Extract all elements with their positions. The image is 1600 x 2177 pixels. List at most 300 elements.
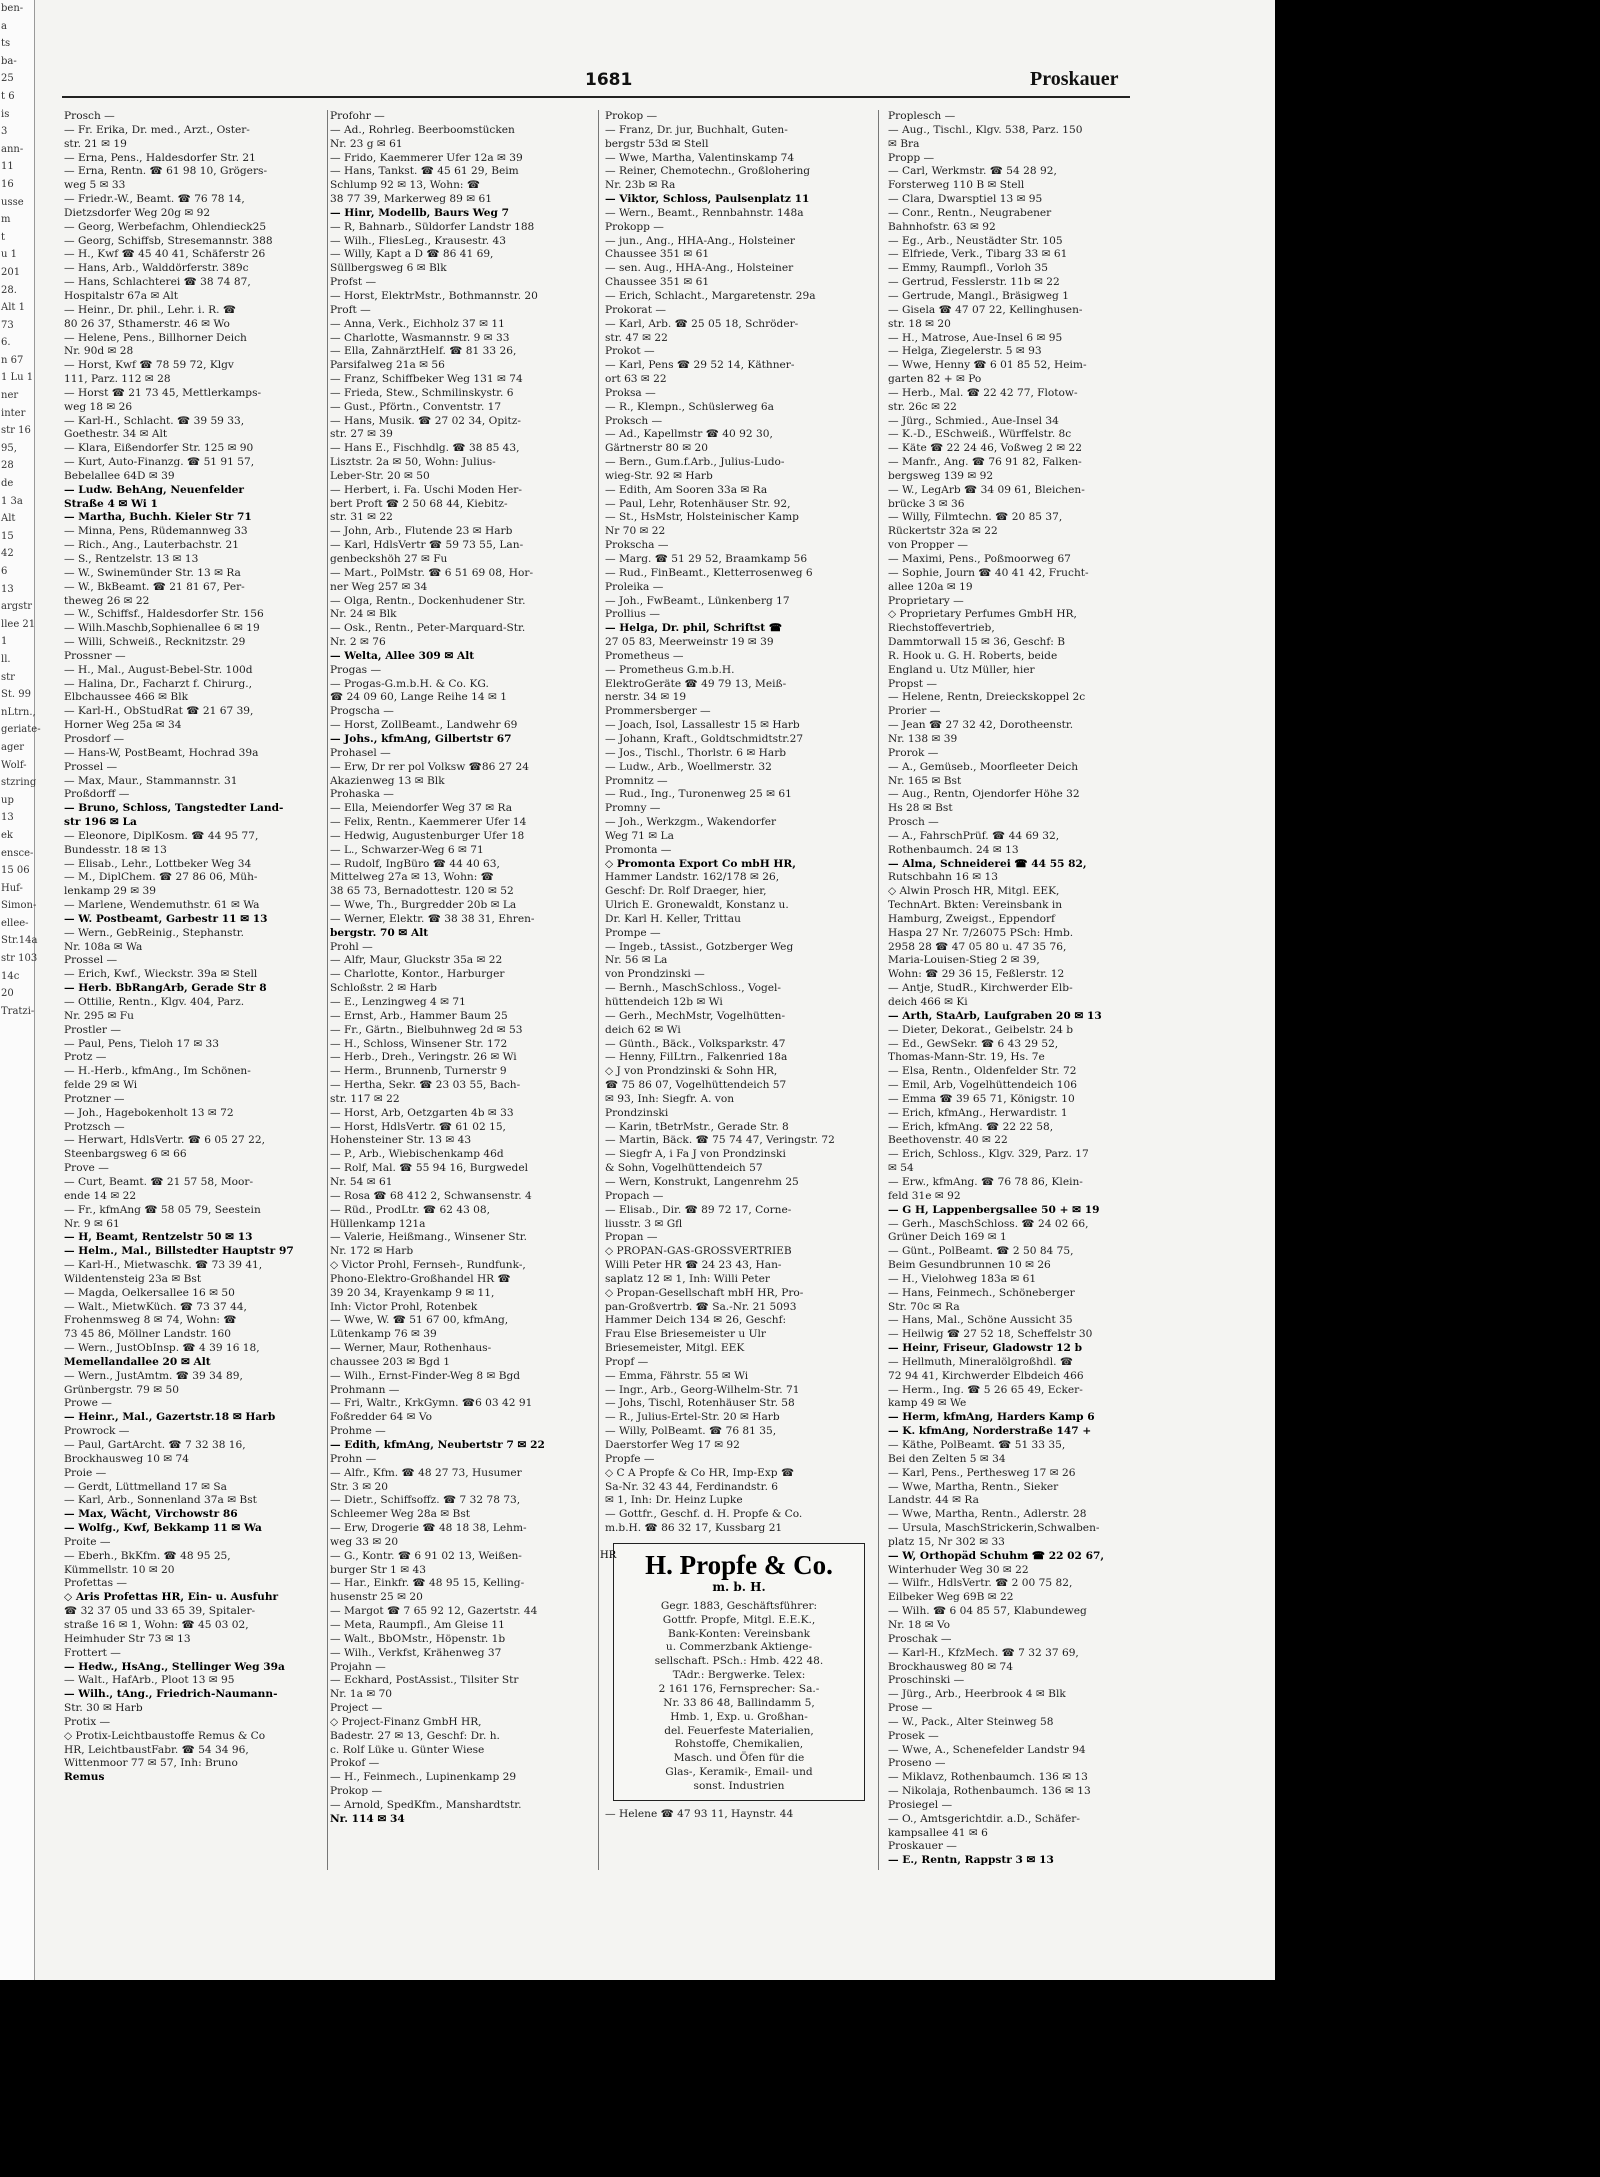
directory-entry-line: Rothenbaumch. 24 ✉ 13 [888,843,1019,856]
directory-entry-line: — Karin, tBetrMstr., Gerade Str. 8 [605,1120,789,1133]
directory-entry-line: — Wern., GebReinig., Stephanstr. [64,926,244,939]
directory-entry-line: Forsterweg 110 B ✉ Stell [888,179,1025,192]
directory-entry-line: Horner Weg 25a ✉ 34 [64,719,182,732]
directory-entry-line: — Erw., kfmAng. ☎ 76 78 86, Klein- [888,1175,1083,1188]
directory-entry-line: — Käthe, PolBeamt. ☎ 51 33 35, [888,1439,1066,1451]
directory-entry-line: — Karl, Arb., Sonnenland 37a ✉ Bst [64,1494,257,1507]
directory-entry-line: Süllbergsweg 6 ✉ Blk [330,262,447,275]
directory-entry-line: hüttendeich 12b ✉ Wi [605,996,723,1008]
directory-entry-line: Schlump 92 ✉ 13, Wohn: ☎ [330,179,481,192]
directory-entry-line: bergstr 53d ✉ Stell [605,137,709,150]
advertisement-box [600,1543,865,1801]
directory-entry-line: — Wilh., Ernst-Finder-Weg 8 ✉ Bgd [330,1369,521,1382]
directory-entry-line: Parsifalweg 21a ✉ 56 [330,359,445,372]
directory-entry-line: Hs 28 ✉ Bst [888,802,953,815]
directory-entry-line: — Herm., Brunnenb, Turnerstr 9 [330,1065,507,1078]
strip-fragment: de [1,478,14,490]
directory-entry-line: — H.-Herb., kfmAng., Im Schönen- [64,1065,251,1078]
directory-entry-line: Elbchaussee 466 ✉ Blk [64,691,189,704]
directory-entry-line: — Erna, Pens., Haldesdorfer Str. 21 [64,151,256,164]
directory-entry-line: — Aug., Rentn, Ojendorfer Höhe 32 [888,788,1080,801]
directory-entry-line: Prosch — [64,110,115,122]
directory-entry-line: — Hans, Schlachterei ☎ 38 74 87, [64,276,251,289]
directory-entry-line: — W., BkBeamt. ☎ 21 81 67, Per- [64,580,245,593]
directory-entry-line: — Edith, Am Sooren 33a ✉ Ra [605,483,768,496]
advertisement-line: Masch. und Öfen für die [673,1752,805,1765]
directory-entry-line: — R, Bahnarb., Süldorfer Landstr 188 [330,220,535,233]
advertisement-line: Rohstoffe, Chemikalien, [674,1738,804,1751]
strip-fragment: usse [1,196,24,208]
directory-entry-line: — W. Postbeamt, Garbestr 11 ✉ 13 [64,912,268,925]
directory-entry-line: lenkamp 29 ✉ 39 [64,885,156,898]
directory-entry-line: — Emma ☎ 39 65 71, Königstr. 10 [888,1092,1075,1105]
directory-entry-line: Proksa — [605,386,656,399]
directory-entry-line: Prohaska — [330,788,394,801]
directory-entry-line: — Halina, Dr., Facharzt f. Chirurg., [64,677,253,690]
advertisement-subtitle: m. b. H. [712,1579,766,1594]
strip-fragment: Wolf- [1,759,27,771]
directory-entry-line: — Joh., FwBeamt., Lünkenberg 17 [605,594,790,607]
directory-entry-line: — Gertrude, Mangl., Bräsigweg 1 [888,289,1069,302]
directory-entry-line: Nr. 56 ✉ La [605,954,668,967]
directory-entry-line: — Karl-H., KfzMech. ☎ 7 32 37 69, [888,1646,1079,1659]
directory-entry-line: 39 20 34, Krayenkamp 9 ✉ 11, [330,1286,495,1299]
directory-entry-line: — Emil, Arb, Vogelhüttendeich 106 [888,1079,1078,1092]
directory-entry-line: — W, Orthopäd Schuhm ☎ 22 02 67, [888,1549,1105,1562]
strip-fragment: 16 [1,178,14,190]
directory-entry-line: Riechstoffevertrieb, [888,622,995,635]
directory-entry-line: — Jos., Tischl., Thorlstr. 6 ✉ Harb [605,746,787,759]
directory-entry-line: — Gust., Pförtn., Conventstr. 17 [330,400,502,413]
directory-entry-line: — H., Kwf ☎ 45 40 41, Schäferstr 26 [64,248,266,261]
directory-entry-line: 80 26 37, Sthamerstr. 46 ✉ Wo [64,317,230,330]
strip-fragment: str 103 [1,953,38,965]
directory-entry-line: — Erich, kfmAng., Herwardistr. 1 [888,1106,1068,1119]
directory-entry-line: — Erich, Kwf., Wieckstr. 39a ✉ Stell [64,968,258,981]
directory-entry-line: Frohenmsweg 8 ✉ 74, Wohn: ☎ [64,1314,237,1327]
directory-entry-line: — Herm, kfmAng, Harders Kamp 6 [888,1411,1095,1424]
directory-entry-line: — Osk., Rentn., Peter-Marquard-Str. [330,622,526,635]
directory-entry-line: Protix — [64,1715,111,1728]
directory-entry-line: — Ursula, MaschStrickerin,Schwalben- [888,1522,1100,1535]
directory-entry-line: — O., Amtsgerichtdir. a.D., Schäfer- [888,1812,1080,1825]
directory-entry-line: — Gerdt, Lüttmelland 17 ✉ Sa [64,1480,227,1493]
directory-entry-line: — Hellmuth, Mineralölgroßhdl. ☎ [888,1355,1074,1368]
directory-entry-line: ✉ 1, Inh: Dr. Heinz Lupke [605,1494,743,1507]
directory-entry-line: — Eleonore, DiplKosm. ☎ 44 95 77, [64,829,259,842]
directory-entry-line: Kümmellstr. 10 ✉ 20 [64,1563,175,1576]
directory-entry-line: str. 26c ✉ 22 [888,400,957,413]
directory-entry-line: — Eberh., BkKfm. ☎ 48 95 25, [64,1549,231,1562]
directory-entry-line: — Gertrud, Fesslerstr. 11b ✉ 22 [888,276,1060,289]
directory-entry-line: — L., Schwarzer-Weg 6 ✉ 71 [330,843,484,856]
directory-entry-line: — Felix, Rentn., Kaemmerer Ufer 14 [330,816,527,829]
directory-entry-line: feld 31e ✉ 92 [888,1189,961,1202]
strip-fragment: 42 [1,548,14,560]
directory-entry-line: — G., Kontr. ☎ 6 91 02 13, Weißen- [330,1549,522,1562]
directory-entry-line: — Werner, Maur, Rothenhaus- [330,1342,492,1355]
directory-entry-line: — Gisela ☎ 47 07 22, Kellinghusen- [888,303,1083,316]
directory-entry-line: ◇ Aris Profettas HR, Ein- u. Ausfuhr [64,1591,279,1604]
strip-fragment: 11 [1,161,14,173]
directory-entry-line: ◇ Proprietary Perfumes GmbH HR, [888,608,1077,621]
directory-entry-line: ◇ PROPAN-GAS-GROSSVERTRIEB [605,1245,792,1258]
directory-entry-line: — Magda, Oelkersallee 16 ✉ 50 [64,1286,235,1299]
directory-entry-line: Thomas-Mann-Str. 19, Hs. 7e [888,1051,1045,1064]
directory-entry-line: Straße 4 ✉ Wi 1 [64,497,158,510]
directory-entry-line: — Ingeb., tAssist., Gotzberger Weg [605,940,794,953]
directory-entry-line: Prove — [64,1162,109,1175]
directory-entry-line: — Elisab., Lehr., Lottbeker Weg 34 [64,857,252,870]
directory-entry-line: Nr. 295 ✉ Fu [64,1009,134,1022]
directory-entry-line: Nr. 9 ✉ 61 [64,1217,120,1230]
strip-fragment: 28 [1,460,14,472]
strip-fragment: str 16 [1,425,31,437]
directory-entry-line: — Alfr, Maur, Gluckstr 35a ✉ 22 [330,954,503,967]
directory-entry-line: — Miklavz, Rothenbaumch. 136 ✉ 13 [888,1771,1088,1784]
directory-entry-line: Nr. 18 ✉ Vo [888,1618,951,1631]
directory-entry-line: Proschak — [888,1632,952,1645]
strip-fragment: is [1,108,10,120]
directory-entry-line: — Clara, Dwarsptiel 13 ✉ 95 [888,193,1043,206]
directory-entry-line: ende 14 ✉ 22 [64,1189,137,1202]
column-3 [600,110,867,1870]
directory-entry-line: — Ad., Rohrleg. Beerboomstücken [330,123,515,136]
directory-entry-line: str. 21 ✉ 19 [64,137,127,150]
directory-entry-line: Lütenkamp 76 ✉ 39 [330,1328,437,1341]
directory-entry-line: Proßdorff — [64,788,130,801]
strip-fragment: ner [1,390,19,402]
directory-entry-line: — Anna, Verk., Eichholz 37 ✉ 11 [330,317,505,330]
directory-entry-line: Proksch — [605,414,663,427]
strip-fragment: nLtrn., [1,706,36,718]
directory-entry-line: Remus [64,1771,105,1784]
directory-entry-line: — R., Julius-Ertel-Str. 20 ✉ Harb [605,1411,780,1424]
directory-entry-line: Bahnhofstr. 63 ✉ 92 [888,220,996,233]
directory-entry-line: ◇ C A Propfe & Co HR, Imp-Exp ☎ [605,1466,795,1479]
directory-entry-line: — Ella, Meiendorfer Weg 37 ✉ Ra [330,802,513,815]
directory-entry-line: — Martin, Bäck. ☎ 75 74 47, Veringstr. 72 [605,1134,835,1147]
directory-entry-line: Protz — [64,1051,107,1064]
directory-entry-line: Proft — [330,303,371,316]
directory-entry-line: — Werner, Elektr. ☎ 38 38 31, Ehren- [330,912,535,925]
directory-entry-line: Prokof — [330,1757,380,1770]
directory-entry-line: Goethestr. 34 ✉ Alt [64,428,168,441]
directory-entry-line: — Ottilie, Rentn., Klgv. 404, Parz. [64,996,245,1008]
directory-entry-line: — Erw, Dr rer pol Volksw ☎86 27 24 [330,760,530,773]
strip-fragment: a [1,20,7,32]
directory-entry-line: — Kurt, Auto-Finanzg. ☎ 51 91 57, [64,456,255,469]
directory-entry-line: Prossner — [64,649,126,662]
directory-entry-line: Dammtorwall 15 ✉ 36, Geschf: B [888,636,1066,649]
directory-entry-line: Prohmann — [330,1383,400,1396]
directory-entry-line: Proseno — [888,1757,946,1770]
directory-entry-line: — Frido, Kaemmerer Ufer 12a ✉ 39 [330,151,523,164]
directory-entry-line: Str. 3 ✉ 20 [330,1480,388,1493]
directory-entry-line: Hammer Deich 134 ✉ 26, Geschf: [605,1314,787,1327]
directory-entry-line: ElektroGeräte ☎ 49 79 13, Meiß- [605,677,787,690]
column-4 [888,110,1158,1870]
directory-entry-line: — Bern., Gum.f.Arb., Julius-Ludo- [605,456,785,469]
directory-entry-line: — Herb., Mal. ☎ 22 42 77, Flotow- [888,386,1078,399]
directory-entry-line: — Elsa, Rentn., Oldenfelder Str. 72 [888,1065,1077,1078]
directory-entry-line: ◇ Project-Finanz GmbH HR, [330,1715,482,1728]
directory-entry-line: Prohn — [330,1452,377,1465]
advertisement-line: Bank-Konten: Vereinsbank [667,1627,811,1640]
directory-entry-line: — Meta, Raumpfl., Am Gleise 11 [330,1618,505,1631]
directory-entry-line: theweg 26 ✉ 22 [64,594,150,607]
directory-entry-line: — Hans, Arb., Walddörferstr. 389c [64,262,249,275]
directory-entry-line: — Olga, Rentn., Dockenhudener Str. [330,594,526,607]
directory-entry-line: 2958 28 ☎ 47 05 80 u. 47 35 76, [888,940,1067,953]
directory-entry-line: burger Str 1 ✉ 43 [330,1563,426,1576]
directory-entry-line: — Willy, Filmtechn. ☎ 20 85 37, [888,511,1063,524]
directory-entry-line: Beim Gesundbrunnen 10 ✉ 26 [888,1259,1051,1272]
directory-entry-line: — A., FahrschPrüf. ☎ 44 69 32, [888,829,1060,842]
directory-entry-line: Mittelweg 27a ✉ 13, Wohn: ☎ [330,871,494,884]
directory-entry-line: — Bernh., MaschSchloss., Vogel- [605,982,782,995]
directory-entry-line: Nr. 2 ✉ 76 [330,636,386,649]
directory-entry-line: Hüllenkamp 121a [330,1217,426,1230]
directory-entry-line: — Prometheus G.m.b.H. [605,663,735,676]
directory-entry-line: — Charlotte, Wasmannstr. 9 ✉ 33 [330,331,510,344]
advertisement-line: Gegr. 1883, Geschäftsführer: [660,1599,818,1612]
strip-fragment: 95, [1,442,17,454]
directory-entry-line: Rutschbahn 16 ✉ 13 [888,871,998,884]
directory-entry-line: — Joh., Hagebokenholt 13 ✉ 72 [64,1106,234,1119]
strip-fragment: 14c [1,970,20,982]
strip-fragment: Alt 1 [1,302,25,314]
strip-fragment: ba- [1,55,17,67]
directory-entry-line: Frottert — [64,1646,121,1659]
directory-entry-line: — Wern., Beamt., Rennbahnstr. 148a [605,206,804,219]
directory-entry-line: weg 18 ✉ 26 [64,400,133,413]
directory-entry-line: Prondzinski [605,1106,669,1119]
directory-entry-line: — Helga, Ziegelerstr. 5 ✉ 93 [888,345,1042,358]
directory-entry-line: — Hertha, Sekr. ☎ 23 03 55, Bach- [330,1079,521,1092]
directory-entry-line: Proite — [64,1535,111,1548]
directory-entry-line: — Manfr., Ang. ☎ 76 91 82, Falken- [888,456,1082,469]
strip-fragment: 13 [1,812,14,824]
directory-entry-line: Propan — [605,1231,658,1244]
directory-entry-line: — Helga, Dr. phil, Schriftst ☎ [605,622,783,635]
directory-entry-line: & Sohn, Vogelhüttendeich 57 [605,1162,763,1175]
directory-entry-line: Propst — [888,677,938,690]
directory-entry-line: nerstr. 34 ✉ 19 [605,691,687,704]
directory-entry-line: weg 5 ✉ 33 [64,179,126,192]
directory-entry-line: — Karl, Pens., Perthesweg 17 ✉ 26 [888,1466,1076,1479]
advertisement-line: Nr. 33 86 48, Ballindamm 5, [663,1696,815,1709]
strip-fragment: t [1,231,6,243]
directory-entry-line: — Erw, Drogerie ☎ 48 18 38, Lehm- [330,1522,527,1535]
strip-fragment: m [1,214,11,226]
directory-entry-line: — Walt., HafArb., Ploot 13 ✉ 95 [64,1674,235,1687]
directory-entry-line: 73 45 86, Möllner Landstr. 160 [64,1328,231,1341]
directory-entry-line: Prokorat — [605,303,666,316]
directory-entry-line: Geschf: Dr. Rolf Draeger, hier, [605,885,767,898]
directory-entry-line: — Hans, Mal., Schöne Aussicht 35 [888,1314,1073,1327]
strip-fragment: llee 21 [1,618,36,630]
directory-entry-line: — Har., Einkfr. ☎ 48 95 15, Kelling- [330,1577,525,1590]
directory-entry-line: — Margot ☎ 7 65 92 12, Gazertstr. 44 [330,1605,538,1618]
advertisement-line: Hmb. 1, Exp. u. Großhan- [670,1710,808,1723]
strip-fragment: St. 99 [1,689,31,701]
header-rule [62,96,1130,98]
strip-fragment: inter [1,407,26,419]
directory-entry-line: Prohme — [330,1425,386,1438]
directory-entry-line: — Henny, FilLtrn., Falkenried 18a [605,1051,788,1064]
directory-entry-line: Prosiegel — [888,1798,953,1811]
directory-entry-line: Wohn: ☎ 29 36 15, Feßlerstr. 12 [888,968,1065,981]
directory-entry-line: — Herb., Dreh., Veringstr. 26 ✉ Wi [330,1051,517,1064]
adjacent-page-strip [0,0,41,1980]
directory-entry-line: Proie — [64,1466,107,1479]
directory-entry-line: — Wwe, Martha, Rentn., Sieker [888,1480,1059,1493]
directory-entry-line: wieg-Str. 92 ✉ Harb [605,469,713,482]
directory-entry-line: Nr. 138 ✉ 39 [888,732,958,745]
directory-entry-line: — Horst, Kwf ☎ 78 59 72, Klgv [64,359,234,372]
directory-entry-line: Promonta — [605,843,672,856]
directory-entry-line: Daerstorfer Weg 17 ✉ 92 [605,1439,740,1451]
directory-entry-line: — Fr. Erika, Dr. med., Arzt., Oster- [64,123,250,136]
directory-entry-line: Nr. 114 ✉ 34 [330,1812,405,1825]
directory-entry-line: Prossel — [64,760,118,773]
directory-entry-line: Progas — [330,663,382,676]
column-1 [64,110,324,1870]
strip-fragment: up [1,794,14,806]
directory-entry-line: — Paul, GartArcht. ☎ 7 32 38 16, [64,1439,246,1451]
directory-entry-line: Badestr. 27 ✉ 13, Geschf: Dr. h. [330,1729,500,1742]
directory-entry-line: 27 05 83, Meerweinstr 19 ✉ 39 [605,636,774,649]
directory-entry-line: liusstr. 3 ✉ Gfl [605,1217,683,1230]
directory-entry-line: Gärtnerstr 80 ✉ 20 [605,442,708,455]
directory-entry-line: Projahn — [330,1660,386,1673]
directory-entry-line: ☎ 75 86 07, Vogelhüttendeich 57 [605,1079,787,1092]
directory-entry-line: R. Hook u. G. H. Roberts, beide [888,649,1058,662]
directory-entry-line: — W., Swinemünder Str. 13 ✉ Ra [64,566,241,579]
strip-fragment: u 1 [1,249,17,261]
directory-entry-line: Profst — [330,276,377,289]
directory-entry-line: str. 47 ✉ 22 [605,331,668,344]
directory-entry-line: Grüner Deich 169 ✉ 1 [888,1231,1007,1244]
directory-entry-line: — Charlotte, Kontor., Harburger [330,968,505,981]
directory-entry-line: saplatz 12 ✉ 1, Inh: Willi Peter [605,1272,770,1285]
directory-entry-line: England u. Utz Müller, hier [888,663,1035,676]
strip-fragment: 15 06 [1,865,30,877]
strip-fragment: ager [1,741,25,753]
directory-entry-line: — Georg, Werbefachm, Ohlendieck25 [64,220,267,233]
directory-entry-line: — Rudolf, IngBüro ☎ 44 40 63, [330,857,500,870]
directory-entry-line: — Walt., MietwKüch. ☎ 73 37 44, [64,1300,247,1313]
directory-entry-line: — Horst, ElektrMstr., Bothmannstr. 20 [330,289,538,302]
directory-entry-line: Memellandallee 20 ✉ Alt [64,1355,211,1368]
directory-entry-line: Inh: Victor Prohl, Rotenbek [330,1300,478,1313]
strip-fragment: ann- [1,143,24,155]
directory-entry-line: — Wern, Konstrukt, Langenrehm 25 [605,1175,799,1188]
directory-entry-line: — Günth., Bäck., Volksparkstr. 47 [605,1037,786,1050]
directory-entry-line: — Wwe, A., Schenefelder Landstr 94 [888,1743,1086,1756]
directory-entry-line: ✉ 54 [888,1162,914,1175]
strip-fragment: Simon- [1,900,37,912]
column-divider [878,110,879,1870]
directory-entry-line: — Ingr., Arb., Georg-Wilhelm-Str. 71 [605,1383,800,1396]
directory-entry-line: — Wolfg., Kwf, Bekkamp 11 ✉ Wa [64,1522,262,1535]
directory-entry-line: Heimhuder Str 73 ✉ 13 [64,1632,191,1645]
directory-entry-line: — Aug., Tischl., Klgv. 538, Parz. 150 [888,123,1083,136]
directory-entry-line: — Karl-H., Mietwaschk. ☎ 73 39 41, [64,1259,263,1272]
directory-entry-line: Leber-Str. 20 ✉ 50 [330,469,430,482]
directory-entry-line: weg 33 ✉ 20 [330,1535,399,1548]
directory-entry-line: — Reiner, Chemotechn., Großlohering [605,165,811,178]
directory-entry-line: Dr. Karl H. Keller, Trittau [605,912,741,925]
strip-fragment: 13 [1,583,14,595]
directory-entry-line: — Willy, Kapt a D ☎ 86 41 69, [330,248,494,261]
page-number: 1681 [585,70,633,90]
directory-entry-line: — Arnold, SpedKfm., Manshardtstr. [330,1798,522,1811]
strip-fragment: str [1,671,15,683]
directory-entry-line: — Joach, Isol, Lassallestr 15 ✉ Harb [605,719,800,732]
directory-entry-line: Prohasel — [330,746,391,759]
directory-entry-line: — Sophie, Journ ☎ 40 41 42, Frucht- [888,566,1089,579]
directory-entry-line: — Max, Wächt, Virchowstr 86 [64,1508,238,1521]
directory-entry-line: — Rolf, Mal. ☎ 55 94 16, Burgwedel [330,1162,528,1175]
column-2 [330,110,592,1870]
directory-entry-line: — Eg., Arb., Neustädter Str. 105 [888,234,1063,247]
directory-entry-line: — Herwart, HdlsVertr. ☎ 6 05 27 22, [64,1134,265,1147]
strip-fragment: ben- [1,3,24,14]
directory-entry-line: ✉ Bra [888,137,920,150]
directory-entry-line: — Carl, Werkmstr. ☎ 54 28 92, [888,165,1057,178]
directory-entry-line: Project — [330,1702,383,1715]
directory-entry-line: — R., Klempn., Schüslerweg 6a [605,400,774,413]
directory-entry-line: — Johs, Tischl, Rotenhäuser Str. 58 [605,1397,795,1410]
directory-entry-line: Prosek — [888,1729,939,1742]
directory-entry-line: TechnArt. Bkten: Vereinsbank in [888,899,1063,912]
directory-entry-line: — Paul, Lehr, Rotenhäuser Str. 92, [605,497,791,510]
directory-entry-line: str 196 ✉ La [64,816,137,829]
directory-entry-line: — Karl, Pens ☎ 29 52 14, Käthner- [605,359,795,372]
directory-entry-line: ✉ 93, Inh: Siegfr. A. von [605,1092,735,1105]
directory-entry-line: Propp — [888,151,935,164]
directory-entry-line: straße 16 ✉ 1, Wohn: ☎ 45 03 02, [64,1618,249,1631]
directory-entry-line: — Wwe, Martha, Valentinskamp 74 [605,151,795,164]
directory-entry-line: Nr. 23 g ✉ 61 [330,137,403,150]
directory-entry-line: — Joh., Werkzgm., Wakendorfer [605,816,777,829]
directory-entry-line: Weg 71 ✉ La [605,829,674,842]
directory-entry-line: — Wern., JustAmtm. ☎ 39 34 89, [64,1369,243,1382]
directory-entry-line: — Franz, Dr. jur, Buchhalt, Guten- [605,123,788,136]
directory-entry-line: str. 31 ✉ 22 [330,511,393,524]
directory-entry-line: ◇ J von Prondzinski & Sohn HR, [605,1065,778,1078]
directory-entry-line: — S., Rentzelstr. 13 ✉ 13 [64,553,199,565]
directory-entry-line: Protzsch — [64,1120,125,1133]
directory-entry-line: ◇ Promonta Export Co mbH HR, [605,857,796,870]
running-head: Proskauer [1030,68,1119,90]
directory-entry-line: Prorok — [888,746,939,759]
directory-entry-line: Hohensteiner Str. 13 ✉ 43 [330,1134,472,1147]
directory-entry-line: Chaussee 351 ✉ 61 [605,276,710,289]
directory-entry-line: — Hinr, Modellb, Baurs Weg 7 [330,206,509,219]
strip-fragment: 6 [1,566,8,577]
strip-fragment: 3 [1,126,8,138]
directory-entry-line: — Hans E., Fischhdlg. ☎ 38 85 43, [330,442,520,455]
directory-entry-line: Bundesstr. 18 ✉ 13 [64,843,167,856]
directory-entry-line: — Johs., kfmAng, Gilbertstr 67 [330,732,512,745]
directory-entry-line: Prorier — [888,705,941,718]
strip-fragment: ellee- [1,917,29,929]
advertisement-line: TAdr.: Bergwerke. Telex: [672,1669,806,1682]
directory-entry-line: — Gerh., MaschSchloss. ☎ 24 02 66, [888,1217,1089,1230]
